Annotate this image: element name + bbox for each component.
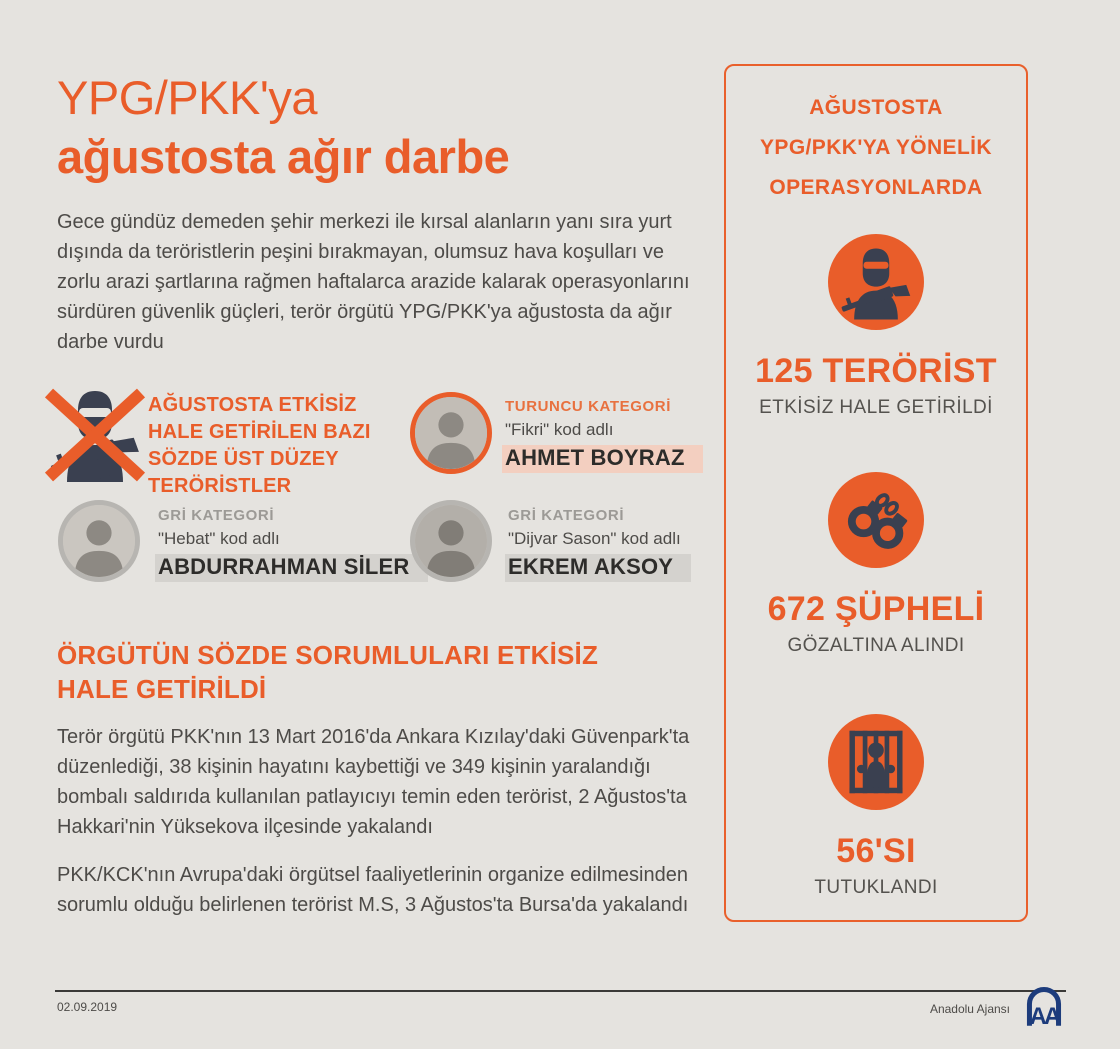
- anadolu-agency-logo-icon: [1024, 984, 1064, 1030]
- stat-value-suspects: 672 ŞÜPHELİ: [767, 589, 985, 628]
- page-title-line1: YPG/PKK'ya: [57, 71, 317, 124]
- page-title-line2: ağustosta ağır darbe: [57, 130, 510, 183]
- footer-source: Anadolu Ajansı: [929, 1002, 1010, 1016]
- crossed-out-terrorist-icon: [42, 384, 148, 486]
- panel-title: AĞUSTOSTA YPG/PKK'YA YÖNELİK OPERASYONLARDA: [760, 96, 992, 199]
- person-category: GRİ KATEGORİ: [158, 507, 275, 524]
- terrorist-rifle-icon: [828, 234, 924, 330]
- person-code-name: "Fikri" kod adlı: [505, 420, 614, 439]
- person-name: AHMET BOYRAZ: [505, 445, 703, 473]
- person-name: EKREM AKSOY: [508, 554, 691, 582]
- person-info: [508, 508, 691, 582]
- page-title: [57, 68, 509, 186]
- person-name: ABDURRAHMAN SİLER: [158, 554, 428, 582]
- body-paragraph-1: Terör örgütü PKK'nın 13 Mart 2016'da Ankara Kızılay'daki Güvenpark'ta düzenlediği, 38 kişinin hayatını kaybettiği ve 349 kişinin yaralandığı bombalı saldırıda kullanılan patlayıcıyı temin eden terörist, 2 Ağustos'ta Hakkari'nin Yüksekova ilçesinde yakalandı: [57, 726, 690, 838]
- handcuffs-icon: [828, 472, 924, 568]
- person-code-name: "Dijvar Sason" kod adlı: [508, 529, 681, 548]
- svg-text:AA: AA: [1029, 1003, 1059, 1028]
- footer-date: 02.09.2019: [57, 1000, 118, 1014]
- person-photo: [58, 500, 140, 582]
- footer-divider: [55, 990, 1066, 992]
- person-info: [158, 508, 428, 582]
- person-card-abdurrahman-siler: [58, 500, 140, 582]
- person-photo: [410, 500, 492, 582]
- person-photo: [410, 392, 492, 474]
- wanted-section-heading: AĞUSTOSTA ETKİSİZ HALE GETİRİLEN BAZI SÖZDE ÜST DÜZEY TERÖRİSTLER: [148, 394, 371, 497]
- intro-paragraph: Gece gündüz demeden şehir merkezi ile kırsal alanların yanı sıra yurt dışında da teröristlerin peşini bırakmayan, olumsuz hava koşulları ve zorlu arazi şartlarına rağmen haftalarca arazide kalarak operasyonlarını sürdüren güvenlik güçleri, terör örgütü YPG/PKK'ya ağustosta da ağır darbe vurdu: [57, 211, 690, 353]
- person-silhouette-icon: [415, 505, 487, 577]
- person-silhouette-icon: [415, 397, 487, 469]
- stat-label-suspects: GÖZALTINA ALINDI: [787, 634, 965, 656]
- person-category: GRİ KATEGORİ: [508, 507, 625, 524]
- operations-stats-panel: [724, 64, 1028, 922]
- stat-label-arrested: TUTUKLANDI: [814, 876, 938, 898]
- person-card-ekrem-aksoy: [410, 500, 492, 582]
- person-silhouette-icon: [63, 505, 135, 577]
- person-info: [505, 399, 703, 473]
- body-paragraph-2: PKK/KCK'nın Avrupa'daki örgütsel faaliyetlerinin organize edilmesinden sorumlu olduğu belirlenen terörist M.S, 3 Ağustos'ta Bursa'da yakalandı: [57, 864, 689, 916]
- person-card-ahmet-boyraz: [410, 392, 492, 474]
- person-category: TURUNCU KATEGORİ: [505, 398, 671, 415]
- section-heading: ÖRGÜTÜN SÖZDE SORUMLULARI ETKİSİZ HALE GETİRİLDİ: [57, 640, 599, 704]
- stat-label-terrorists: ETKİSİZ HALE GETİRİLDİ: [759, 397, 993, 418]
- stat-value-terrorists: 125 TERÖRİST: [755, 352, 997, 390]
- person-code-name: "Hebat" kod adlı: [158, 529, 280, 548]
- prisoner-behind-bars-icon: [828, 714, 924, 810]
- stat-value-arrested: 56'SI: [836, 831, 916, 870]
